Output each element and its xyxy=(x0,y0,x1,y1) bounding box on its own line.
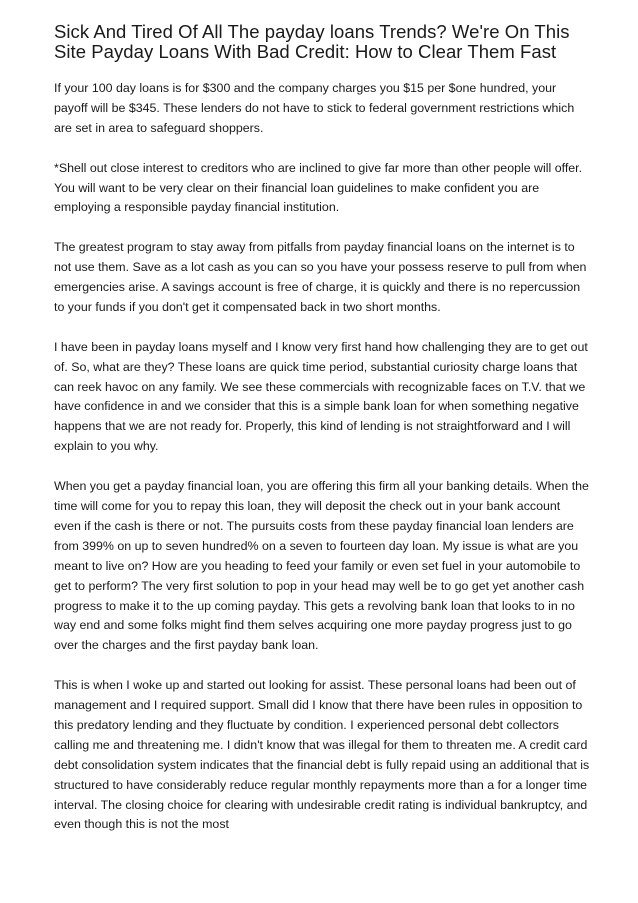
paragraph-2: *Shell out close interest to creditors who are inclined to give far more than other people will offer. You will want to be very clear on their financial loan guidelines to make confident you are employing a responsible payday financial institution. xyxy=(54,160,583,215)
paragraph-3: The greatest program to stay away from pitfalls from payday financial loans on the internet is to not use them. Save as a lot cash as you can so you have your possess reserve to pull from when emergencies arise. A savings account is free of charge, it is quickly and there is no repercussion to your funds if you don't get it compensated back in two short months. xyxy=(54,240,587,314)
paragraph-1: If your 100 day loans is for $300 and the company charges you $15 per $one hundred, your payoff will be $345. These lenders do not have to stick to federal government restrictions which are set in area to safeguard shoppers. xyxy=(54,81,575,135)
paragraph-5: When you get a payday financial loan, you are offering this firm all your banking details. When the time will come for you to repay this loan, they will deposit the check out in your bank account even if the cash is there or not. The pursuits costs from these payday financial loan lenders are from 399% on up to seven hundred% on a seven to fourteen day loan. My issue is what are you meant to live on? How are you heading to feed your family or even set fuel in your automobile to get to perform? The very first solution to pop in your head may well be to go get yet another cash progress to make it to the up coming payday. This gets a revolving bank loan that looks to in no way end and some folks might find them selves acquiring one more payday progress just to go over the charges and the first payday bank loan. xyxy=(54,479,589,653)
paragraph-6: This is when I woke up and started out looking for assist. These personal loans had been out of management and I required support. Small did I know that there have been rules in opposition to this predatory lending and they fluctuate by condition. I experienced personal debt collectors calling me and threatening me. I didn't know that was illegal for them to threaten me. A credit card debt consolidation system indicates that the financial debt is fully repaid using an additional that is structured to have considerably reduce regular monthly repayments more than a for a longer time interval. The closing choice for clearing with undesirable credit rating is individual bankruptcy, and even though this is not the most xyxy=(54,678,590,832)
document-page xyxy=(54,22,590,855)
paragraph-4: I have been in payday loans myself and I know very first hand how challenging they are to get out of. So, what are they? These loans are quick time period, substantial curiosity charge loans that can reek havoc on any family. We see these commercials with recognizable faces on T.V. that we have confidence in and we consider that this is a simple bank loan for when something negative happens that we are not ready for. Properly, this kind of lending is not straightforward and I will explain to you why. xyxy=(54,339,588,454)
document-title: Sick And Tired Of All The payday loans Trends? We're On This Site Payday Loans With Bad Credit: How to Clear Them Fast xyxy=(54,21,570,62)
